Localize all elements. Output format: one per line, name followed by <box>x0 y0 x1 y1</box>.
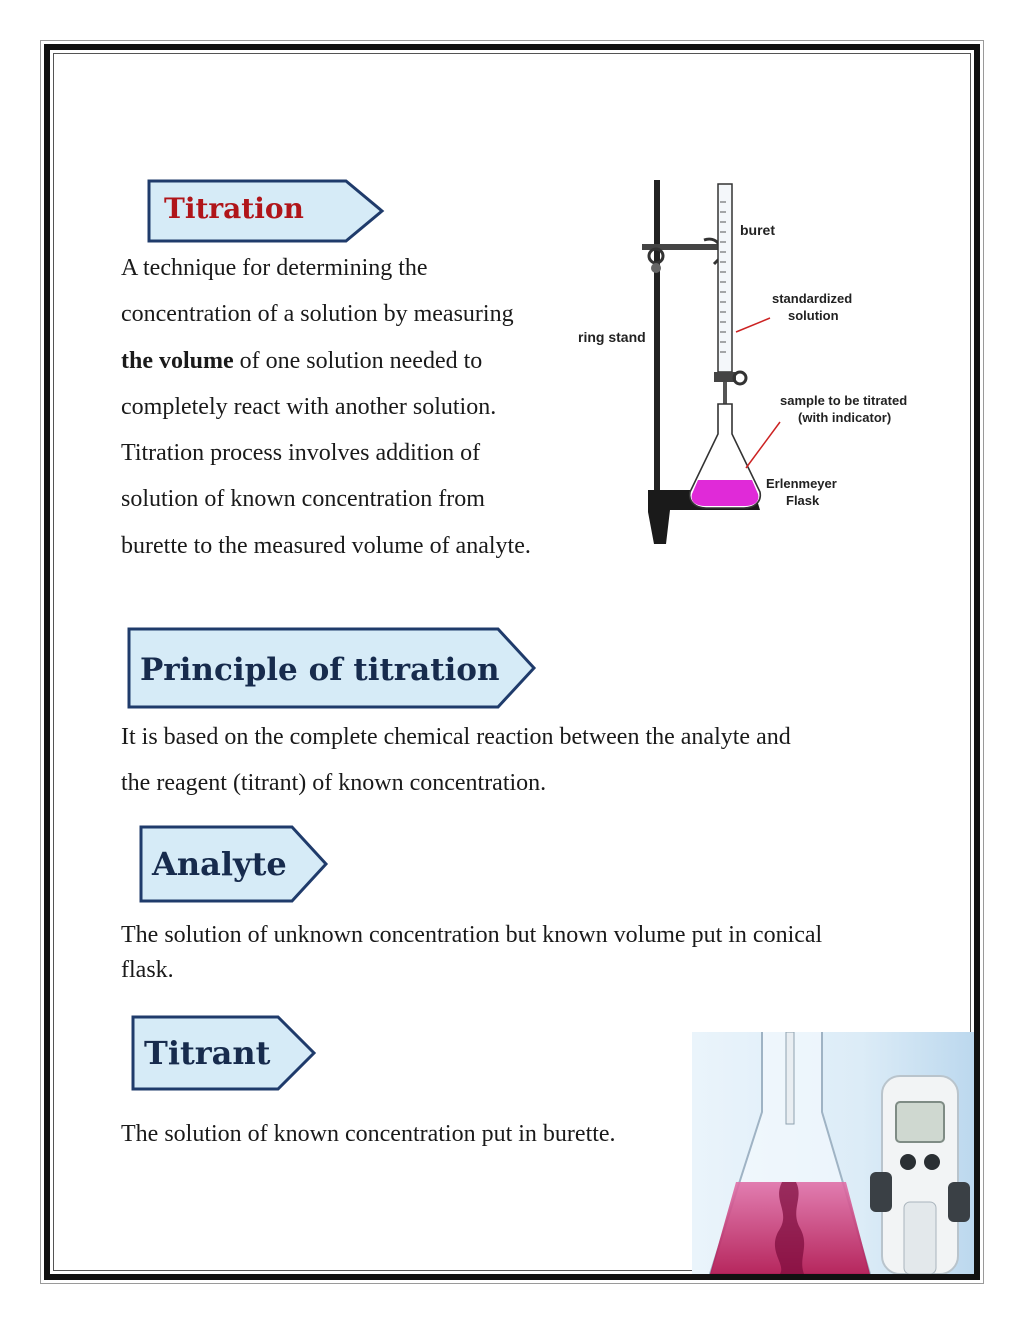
text-line: It is based on the complete chemical reaction between the analyte and <box>121 724 791 750</box>
flask-solution <box>692 480 759 506</box>
text-line: solution of known concentration from <box>121 486 485 513</box>
principle-heading-banner <box>126 626 538 710</box>
analyte-heading-banner <box>138 824 330 904</box>
text-line: of one solution needed to <box>233 347 483 374</box>
ring-stand-rod <box>654 180 660 542</box>
titration-heading-banner <box>146 178 386 244</box>
clamp-screw <box>651 263 661 273</box>
label-sample: sample to be titrated <box>780 393 908 408</box>
principle-heading: Principle of titration <box>140 652 500 688</box>
text-line: A technique for determining the <box>121 255 428 281</box>
label-solution: solution <box>788 308 839 323</box>
bold-phrase: the volume <box>121 347 234 374</box>
text-line: The solution of known concentration put in burette. <box>121 1121 616 1147</box>
label-erlenmeyer: Erlenmeyer <box>766 476 837 491</box>
label-buret: buret <box>740 222 775 238</box>
text-line: Titration process involves addition of <box>121 440 481 467</box>
titration-apparatus-diagram <box>574 172 934 552</box>
label-indicator: (with indicator) <box>798 410 892 425</box>
analyte-heading: Analyte <box>152 845 287 883</box>
text-line: completely react with another solution. <box>121 393 497 420</box>
analyte-text <box>121 918 822 988</box>
label-standardized: standardized <box>772 291 853 306</box>
titrant-heading-banner <box>130 1014 318 1092</box>
text-line: concentration of a solution by measuring <box>121 301 514 328</box>
titrant-text <box>121 1117 616 1152</box>
label-ring-stand: ring stand <box>578 329 646 345</box>
titration-heading: Titration <box>164 192 304 225</box>
principle-text <box>121 714 791 807</box>
text-line: burette to the measured volume of analyte. <box>121 532 531 559</box>
label-flask: Flask <box>786 493 820 508</box>
solution-pointer <box>736 318 770 332</box>
text-line: the reagent (titrant) of known concentration. <box>121 770 547 797</box>
titration-photo <box>692 1032 974 1274</box>
buret-tip <box>723 382 727 404</box>
text-line: The solution of unknown concentration but known volume put in conical <box>121 922 823 948</box>
text-line: flask. <box>121 957 174 983</box>
titration-definition <box>121 245 531 569</box>
sample-pointer <box>746 422 780 468</box>
titrant-heading: Titrant <box>144 1034 271 1072</box>
